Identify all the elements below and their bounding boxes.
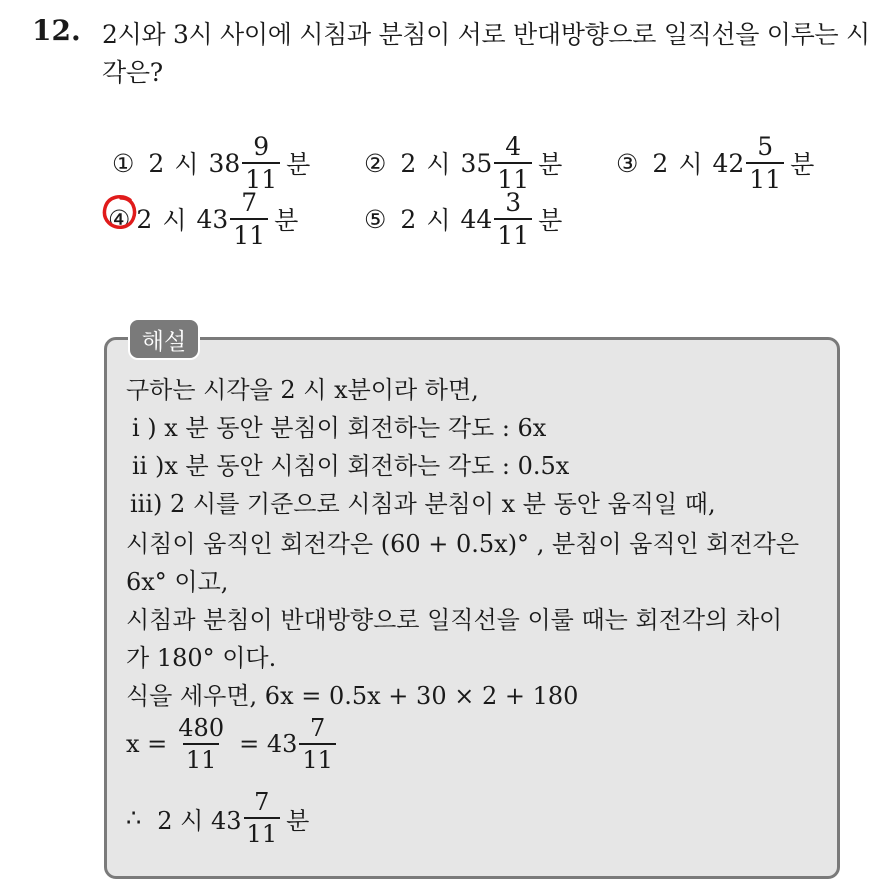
equation-fraction-1 [175, 716, 227, 772]
option-1-whole: 38 [208, 148, 241, 178]
option-4-unit: 분 [274, 206, 299, 235]
option-4-denominator: 11 [230, 218, 268, 248]
solution-line-3: ii )x 분 동안 시침이 회전하는 각도 : 0.5x [132, 452, 570, 480]
solution-equation [126, 716, 342, 772]
conclusion-denominator: 11 [244, 817, 281, 846]
option-5-si: 시 [426, 206, 451, 235]
option-3[interactable] [616, 134, 814, 192]
option-2-denominator: 11 [494, 162, 532, 192]
option-2-fraction [494, 134, 532, 192]
option-5-whole: 44 [460, 204, 493, 234]
option-5-unit: 분 [538, 206, 563, 235]
option-5-denominator: 11 [494, 218, 532, 248]
option-1-number: ① [112, 148, 135, 178]
solution-conclusion [126, 790, 309, 846]
option-3-fraction [746, 134, 784, 192]
option-1-si: 시 [174, 150, 199, 179]
conclusion-numerator: 7 [254, 788, 270, 816]
equation-fraction-2-numerator: 7 [310, 714, 326, 742]
option-1-denominator: 11 [242, 162, 280, 192]
option-2-whole: 35 [460, 148, 493, 178]
option-4-fraction [230, 190, 268, 248]
option-5[interactable] [364, 190, 562, 248]
question-number: 12. [32, 14, 81, 47]
solution-line-2: i ) x 분 동안 분침이 회전하는 각도 : 6x [132, 414, 547, 442]
option-4-whole: 43 [196, 204, 229, 234]
question-text: 2시와 3시 사이에 시침과 분침이 서로 반대방향으로 일직선을 이루는 시각은? [102, 20, 870, 87]
option-4-numerator: 7 [241, 188, 258, 217]
equation-fraction-2-denominator: 11 [299, 743, 336, 772]
option-1-numerator: 9 [253, 132, 270, 161]
option-5-number: ⑤ [364, 204, 387, 234]
option-2-number: ② [364, 148, 387, 178]
option-4-si: 시 [162, 206, 187, 235]
solution-line-5: 시침이 움직인 회전각은 (60 + 0.5x)° , 분침이 움직인 회전각은 [126, 530, 800, 558]
solution-line-9: 식을 세우면, 6x = 0.5x + 30 × 2 + 180 [126, 682, 579, 710]
option-4-number: ④ [108, 204, 131, 234]
option-3-whole: 42 [712, 148, 745, 178]
conclusion-text: 2 시 43 [157, 806, 242, 835]
equation-lhs: x = [126, 730, 168, 758]
option-1[interactable] [112, 134, 310, 192]
option-5-numerator: 3 [505, 188, 522, 217]
option-3-number: ③ [616, 148, 639, 178]
option-5-fraction [494, 190, 532, 248]
equation-mid: = 43 [239, 730, 298, 758]
option-3-numerator: 5 [757, 132, 774, 161]
solution-line-6: 6x° 이고, [126, 568, 229, 596]
option-1-hour: 2 [148, 148, 165, 178]
conclusion-unit: 분 [286, 806, 310, 835]
answer-circle-mark [100, 192, 140, 232]
solution-line-4: iii) 2 시를 기준으로 시침과 분침이 x 분 동안 움직일 때, [130, 490, 716, 518]
option-2-numerator: 4 [505, 132, 522, 161]
option-2-hour: 2 [400, 148, 417, 178]
option-2-unit: 분 [538, 150, 563, 179]
option-3-denominator: 11 [746, 162, 784, 192]
equation-fraction-1-numerator: 480 [178, 714, 225, 742]
solution-line-1: 구하는 시각을 2 시 x분이라 하면, [126, 376, 479, 404]
solution-line-8: 가 180° 이다. [126, 644, 277, 672]
therefore-symbol: ∴ [126, 804, 142, 832]
option-4-hour: 2 [136, 204, 153, 234]
option-2-si: 시 [426, 150, 451, 179]
option-3-si: 시 [678, 150, 703, 179]
option-1-fraction [242, 134, 280, 192]
equation-fraction-1-denominator: 11 [183, 743, 220, 772]
conclusion-fraction [244, 790, 281, 846]
solution-line-7: 시침과 분침이 반대방향으로 일직선을 이룰 때는 회전각의 차이 [126, 606, 783, 634]
solution-tab-label: 해설 [128, 318, 200, 360]
option-3-hour: 2 [652, 148, 669, 178]
option-2[interactable] [364, 134, 562, 192]
option-5-hour: 2 [400, 204, 417, 234]
option-1-unit: 분 [286, 150, 311, 179]
equation-fraction-2 [299, 716, 336, 772]
option-3-unit: 분 [790, 150, 815, 179]
